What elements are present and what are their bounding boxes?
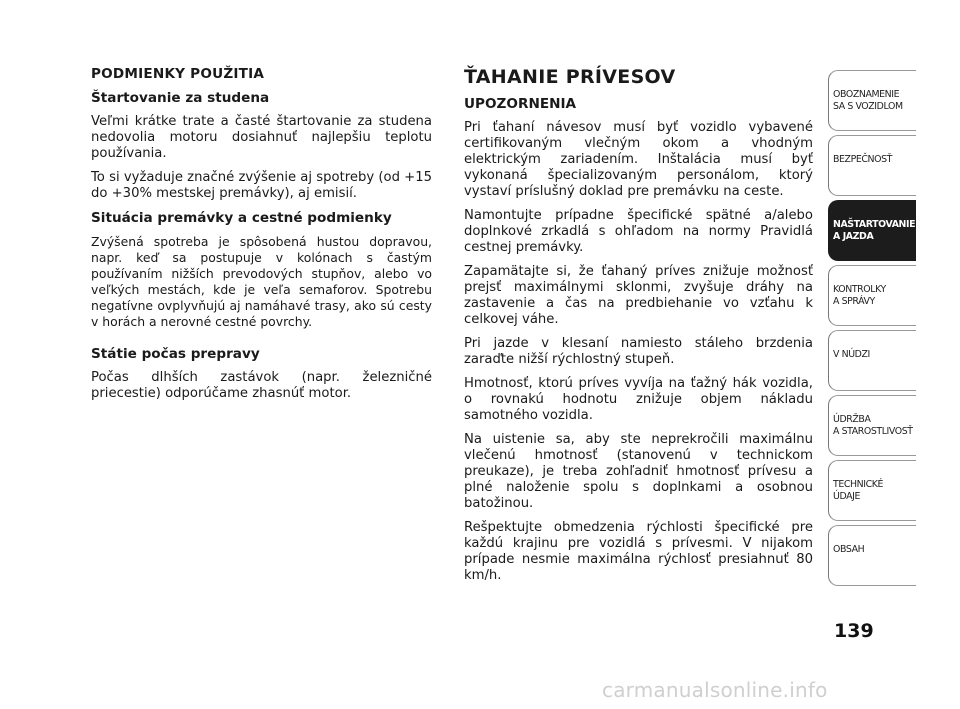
tab-safety[interactable] [828,135,916,196]
standstill-title: Státie počas prepravy [91,346,260,362]
left-column [91,66,432,410]
traffic-title: Situácia premávky a cestné podmienky [91,210,392,226]
section-heading-conditions: PODMIENKY POUŽITIA [91,66,265,82]
tab-label: OBSAH [833,544,865,555]
warning-paragraph-4: Pri jazde v klesaní namiesto stáleho brzdenia zaraďte nižší rýchlostný stupeň. [464,336,813,367]
tab-technical-data[interactable] [828,460,916,521]
cold-start-title: Štartovanie za studena [91,90,270,106]
warning-paragraph-7: Rešpektujte obmedzenia rýchlosti špecifické pre každú krajinu pre vozidlá s prívesmi. V nijakom prípade nesmie maximálna rýchlosť presiahnuť 80 km/h. [464,520,813,583]
cold-start-paragraph-1: Veľmi krátke trate a časté štartovanie za studena nedovolia motoru dosiahnuť najlepšiu teplotu používania. [91,114,432,161]
tab-label: V NÚDZI [833,349,870,360]
watermark: carmanualsonline.info [602,678,828,702]
standstill-paragraph: Počas dlhších zastávok (napr. železničné priecestie) odporúčame zhasnúť motor. [91,370,432,401]
warning-paragraph-6: Na uistenie sa, aby ste neprekročili maximálnu vlečenú hmotnosť (stanovenú v technickom preukaze), je treba zohľadniť hmotnosť prívesu a plné naloženie spolu s doplnkami a osobnou batožinou. [464,432,813,511]
tab-label: ÚDRŽBA A STAROSTLIVOSŤ [833,414,913,437]
tab-label: NAŠTARTOVANIE A JAZDA [833,219,916,242]
tab-maintenance[interactable] [828,395,916,456]
warning-paragraph-5: Hmotnosť, ktorú príves vyvíja na ťažný hák vozidla, o rovnakú hodnotu znižuje objem nákladu samotného vozidla. [464,376,813,423]
page-number: 139 [834,620,874,642]
warning-paragraph-1: Pri ťahaní návesov musí byť vozidlo vybavené certifikovaným vlečným okom a vhodným elektrickým zariadením. Inštalácia musí byť vykonaná špecializovaným personálom, ktorý vystaví príslušný doklad pre premávku na ceste. [464,120,813,199]
tab-label: TECHNICKÉ ÚDAJE [833,479,884,502]
tab-label: OBOZNAMENIE SA S VOZIDLOM [833,89,903,112]
cold-start-paragraph-2: To si vyžaduje značné zvýšenie aj spotreby (od +15 do +30% mestskej premávky), aj emisií. [91,170,432,201]
tab-emergency[interactable] [828,330,916,391]
warnings-heading: UPOZORNENIA [464,96,577,112]
traffic-paragraph: Zvýšená spotreba je spôsobená hustou dopravou, napr. keď sa postupuje v kolónach s častým používaním nižších prevodových stupňov, alebo vo veľkých mestách, kde je veľa semaforov. Spotrebu negatívne ovplyvňujú aj namáhavé trasy, ako sú cesty v horách a nerovné cestné povrchy. [91,234,432,329]
tab-warning-lights[interactable] [828,265,916,326]
page-title: ŤAHANIE PRÍVESOV [464,66,676,88]
tab-contents[interactable] [828,525,916,586]
right-column [464,66,813,592]
warning-paragraph-3: Zapamätajte si, že ťahaný príves znižuje možnosť prejsť maximálnymi sklonmi, zvyšuje dráhy na zastavenie a čas na predbiehanie vo vzťahu k celkovej váhe. [464,264,813,327]
tab-label: BEZPEČNOSŤ [833,154,892,165]
tab-label: KONTROLKY A SPRÁVY [833,284,886,307]
chapter-tabs [828,70,916,590]
tab-introduction[interactable] [828,70,916,131]
warning-paragraph-2: Namontujte prípadne špecifické spätné a/alebo doplnkové zrkadlá s ohľadom na normy Pravidlá cestnej premávky. [464,208,813,255]
tab-starting-driving[interactable] [828,200,916,261]
